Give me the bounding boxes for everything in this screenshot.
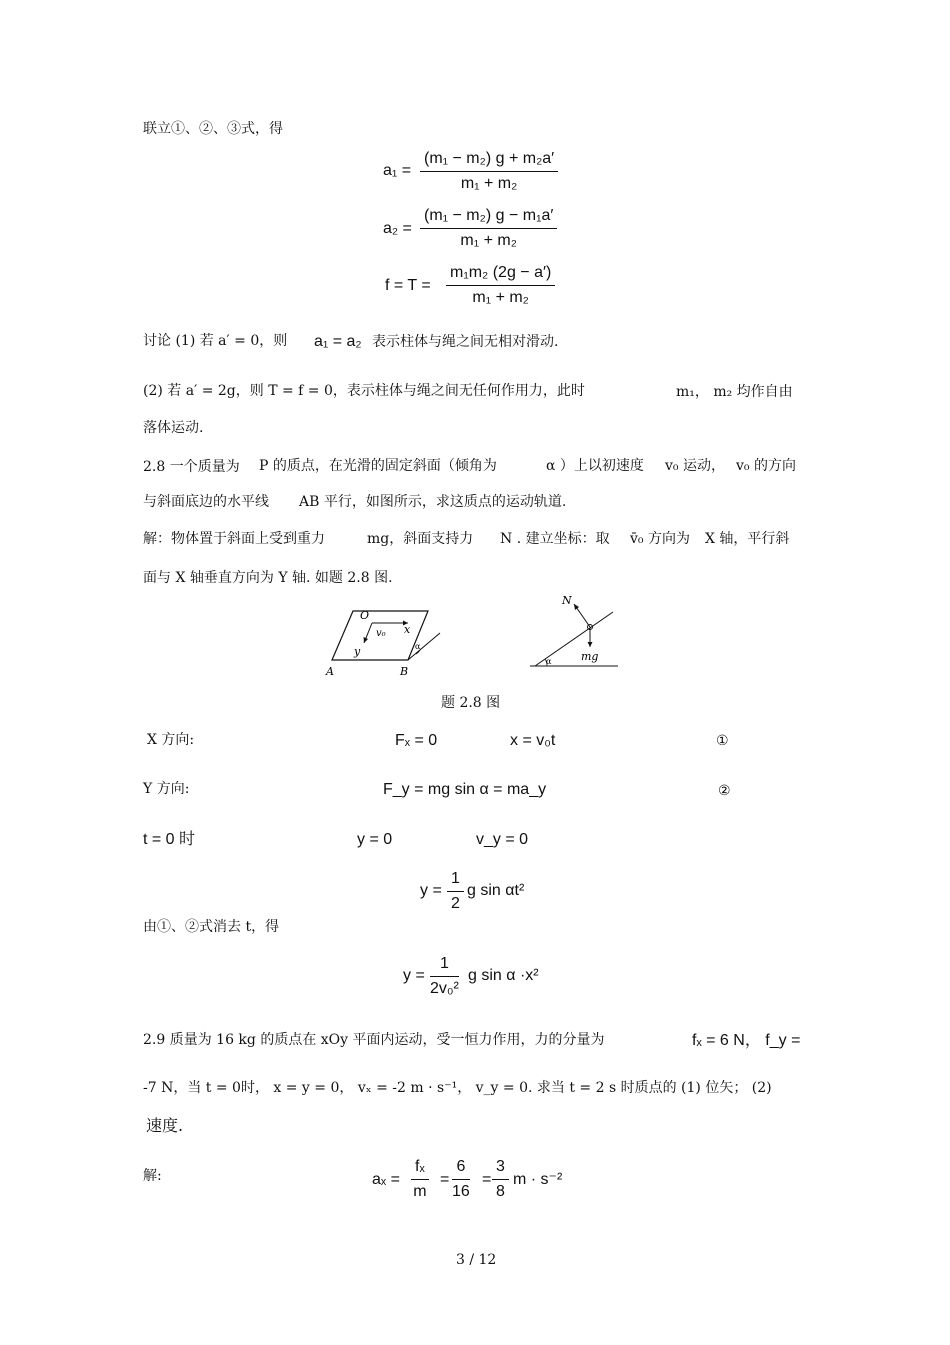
eq3-denominator: m₁ + m₂ xyxy=(472,289,529,306)
s29-unit: m · s⁻² xyxy=(513,1171,563,1188)
p29-line1: 2.9 质量为 16 kg 的质点在 xOy 平面内运动，受一恒力作用，力的分量为 xyxy=(143,1032,605,1048)
eq-mark-2: ② xyxy=(718,783,731,799)
fig-label-y: y xyxy=(354,645,361,658)
t0-y: y = 0 xyxy=(357,831,393,848)
p28-text-3: α ）上以初速度 xyxy=(546,458,644,474)
s29-num-1: fₓ xyxy=(411,1158,429,1180)
xdir-force: Fₓ = 0 xyxy=(395,732,438,749)
eq2-denominator: m₁ + m₂ xyxy=(460,232,517,249)
fig-label-x: x xyxy=(404,623,411,636)
discuss2-tail: m₁， m₂ 均作自由 xyxy=(676,384,793,400)
traj-denominator: 2v₀² xyxy=(430,980,459,997)
p29-line1-tail: fₓ = 6 N， f_y = xyxy=(692,1032,801,1049)
eq1-fraction xyxy=(420,150,558,193)
discuss1-post: 表示柱体与绳之间无相对滑动. xyxy=(372,334,559,350)
traj-fraction xyxy=(430,955,459,998)
s29-eq-sign-2: = xyxy=(482,1171,492,1188)
s28-text-2: mg，斜面支持力 xyxy=(367,531,474,547)
xdir-position: x = v₀t xyxy=(510,732,556,749)
p28-text-6: 与斜面底边的水平线 xyxy=(143,494,269,510)
p29-line3: 速度. xyxy=(146,1116,184,1135)
fig-label-A: A xyxy=(326,665,334,678)
traj-rhs: g sin α ·x² xyxy=(468,967,539,984)
yeq-denominator: 2 xyxy=(451,895,460,912)
eq1-lhs: a₁ = xyxy=(383,162,412,179)
incline-plane-figure xyxy=(320,603,450,683)
s29-fraction-3 xyxy=(492,1158,509,1201)
s29-den-3: 8 xyxy=(496,1183,505,1200)
yeq-numerator: 1 xyxy=(447,870,464,892)
discuss1-formula: a₁ = a₂ xyxy=(314,333,362,350)
xdir-label: X 方向: xyxy=(147,732,195,748)
eq3-fraction xyxy=(446,264,555,307)
p28-text-7: AB 平行，如图所示，求这质点的运动轨道. xyxy=(299,494,567,510)
s29-den-1: m xyxy=(413,1183,427,1200)
discuss2-line2: 落体运动. xyxy=(143,420,204,436)
discuss1-pre: 讨论 (1) 若 a′ = 0，则 xyxy=(143,333,288,349)
yeq-lhs: y = xyxy=(420,882,442,899)
eq2-lhs: a₂ = xyxy=(383,220,412,237)
s29-eq-sign-1: = xyxy=(440,1171,450,1188)
yeq-rhs: g sin αt² xyxy=(467,882,525,899)
ydir-force: F_y = mg sin α = ma_y xyxy=(383,781,547,798)
elim-text: 由①、②式消去 t，得 xyxy=(143,919,280,935)
fig-label-alpha-right: α xyxy=(546,657,552,666)
s28-text-3: N . 建立坐标：取 xyxy=(500,531,610,547)
eq-mark-1: ① xyxy=(716,733,729,749)
traj-numerator: 1 xyxy=(430,955,459,977)
fig-label-N: N xyxy=(562,594,572,607)
fig-label-v0: v₀ xyxy=(376,628,386,639)
s29-num-2: 6 xyxy=(452,1158,470,1180)
p28-text-2: P 的质点，在光滑的固定斜面（倾角为 xyxy=(259,458,497,474)
s29-lhs: aₓ = xyxy=(372,1171,400,1188)
force-diagram-figure xyxy=(525,590,625,670)
figure-caption: 题 2.8 图 xyxy=(441,695,501,711)
s28-text-6: 面与 X 轴垂直方向为 Y 轴. 如题 2.8 图. xyxy=(143,570,393,586)
eq3-numerator: m₁m₂ (2g − a′) xyxy=(446,264,555,286)
s29-den-2: 16 xyxy=(452,1183,470,1200)
fig-label-alpha-left: α xyxy=(415,642,421,651)
s29-fraction-2 xyxy=(452,1158,470,1201)
ydir-label: Y 方向: xyxy=(143,781,190,797)
eq3-lhs: f = T = xyxy=(385,277,431,294)
p28-text-4: v₀ 运动， xyxy=(665,458,725,474)
s29-label: 解: xyxy=(143,1168,162,1184)
p28-text-1: 2.8 一个质量为 xyxy=(143,459,240,475)
intro-text: 联立①、②、③式，得 xyxy=(143,121,283,137)
t0-vy: v_y = 0 xyxy=(476,831,529,848)
eq2-numerator: (m₁ − m₂) g − m₁a′ xyxy=(420,207,557,229)
discuss2-line1: (2) 若 a′ = 2g，则 T = f = 0，表示柱体与绳之间无任何作用力，此时 xyxy=(143,383,585,399)
eq1-numerator: (m₁ − m₂) g + m₂a′ xyxy=(420,150,558,172)
s28-text-1: 解：物体置于斜面上受到重力 xyxy=(143,531,325,547)
fig-label-B: B xyxy=(400,665,409,678)
p29-line2: -7 N，当 t = 0时， x = y = 0， vₓ = -2 m · s⁻¹， v_y = 0. 求当 t = 2 s 时质点的 (1) 位矢； (2) xyxy=(143,1080,772,1096)
eq1-denominator: m₁ + m₂ xyxy=(460,175,518,192)
s28-text-4: v̄₀ 方向为 xyxy=(630,531,690,547)
s29-num-3: 3 xyxy=(492,1158,509,1180)
p28-text-5: v₀ 的方向 xyxy=(736,458,796,474)
s29-fraction-1 xyxy=(411,1158,429,1201)
traj-lhs: y = xyxy=(403,967,425,984)
s28-text-5: X 轴，平行斜 xyxy=(705,531,790,547)
eq2-fraction xyxy=(420,207,557,250)
fig-label-mg: mg xyxy=(581,650,599,663)
yeq-fraction xyxy=(447,870,464,913)
page-number: 3 / 12 xyxy=(456,1252,497,1268)
t0-label: t = 0 时 xyxy=(143,831,196,848)
fig-label-O: O xyxy=(360,609,370,622)
